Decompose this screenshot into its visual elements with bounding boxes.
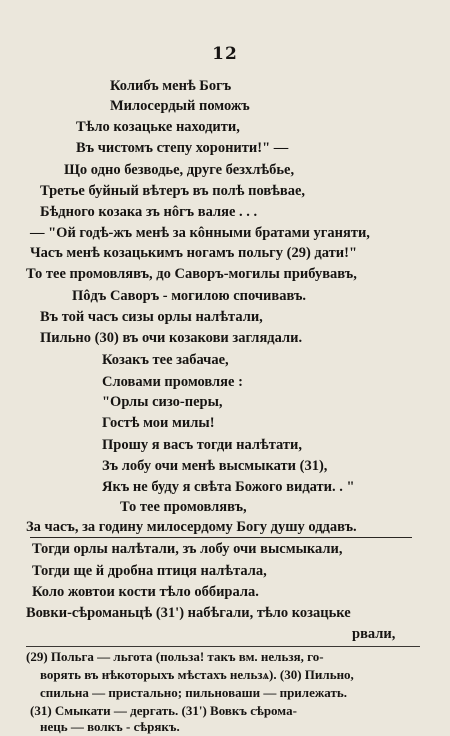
poem-line: Словами промовляе : xyxy=(102,374,243,390)
footnote-line: нець — волкъ - сѣрякъ. xyxy=(40,719,180,734)
poem-line: Якъ не буду я свѣта Божого видати. . " xyxy=(102,479,355,495)
poem-line: Гостѣ мои милы! xyxy=(102,415,215,431)
page-number: 12 xyxy=(212,44,238,64)
poem-line: "Орлы сизо-перы, xyxy=(102,394,223,410)
poem-line: Пôдъ Саворъ - могилою спочивавъ. xyxy=(72,288,307,304)
poem-line: Третье буйный вѣтеръ въ полѣ повѣвае, xyxy=(40,183,306,199)
poem-line: Тогди ще й дробна птиця налѣтала, xyxy=(32,563,267,579)
footnote-separator xyxy=(26,646,420,647)
poem-line: Прошу я васъ тогди налѣтати, xyxy=(102,437,302,453)
poem-line: То тее промовлявъ, до Саворъ-могилы прибувавъ, xyxy=(26,266,357,282)
poem-line: За часъ, за годину милосердому Богу душу оддавъ. xyxy=(26,519,357,535)
poem-line: Бѣдного козака зъ нôгъ валяе . . . xyxy=(40,204,258,220)
footnote-line: спильна — пристально; пильноваши — прилежать. xyxy=(40,685,347,700)
poem-line: Милосердый поможъ xyxy=(110,98,250,114)
footnote-line: ворять въ нѣкоторыхъ мѣстахъ нельзѧ). (30) Пильно, xyxy=(40,667,354,682)
poem-line: Зъ лобу очи менѣ высмыкати (31), xyxy=(102,458,328,474)
poem-line: То тее промовлявъ, xyxy=(120,499,247,515)
underline-stroke xyxy=(30,537,412,538)
poem-line: Тогди орлы налѣтали, зъ лобу очи высмыкали, xyxy=(32,541,343,557)
footnote-line: (29) Польга — льгота (польза! такъ вм. нельзя, го- xyxy=(26,649,324,664)
poem-line: Колибъ менѣ Богъ xyxy=(110,78,232,94)
poem-line: Тѣло козацьке находити, xyxy=(76,119,240,135)
poem-line: Козакъ тее забачае, xyxy=(102,352,229,368)
poem-line: Що одно безводье, друге безхлѣбье, xyxy=(64,162,295,178)
poem-line: рвали, xyxy=(352,626,396,642)
poem-line: Въ той часъ сизы орлы налѣтали, xyxy=(40,309,263,325)
poem-line: Въ чистомъ степу хоронити!" — xyxy=(76,140,289,156)
poem-line: — "Ой годѣ-жъ менѣ за кôнными братами уганяти, xyxy=(30,225,370,241)
poem-line: Коло жовтои кости тѣло оббирала. xyxy=(32,584,259,600)
poem-line: Вовки-сѣроманьцѣ (31') набѣгали, тѣло козацьке xyxy=(26,605,351,621)
poem-line: Часъ менѣ козацькимъ ногамъ польгу (29) дати!" xyxy=(30,245,357,261)
footnote-line: (31) Смыкати — дергать. (31') Вовкъ сѣрома- xyxy=(30,703,297,718)
poem-line: Пильно (30) въ очи козакови заглядали. xyxy=(40,330,303,346)
